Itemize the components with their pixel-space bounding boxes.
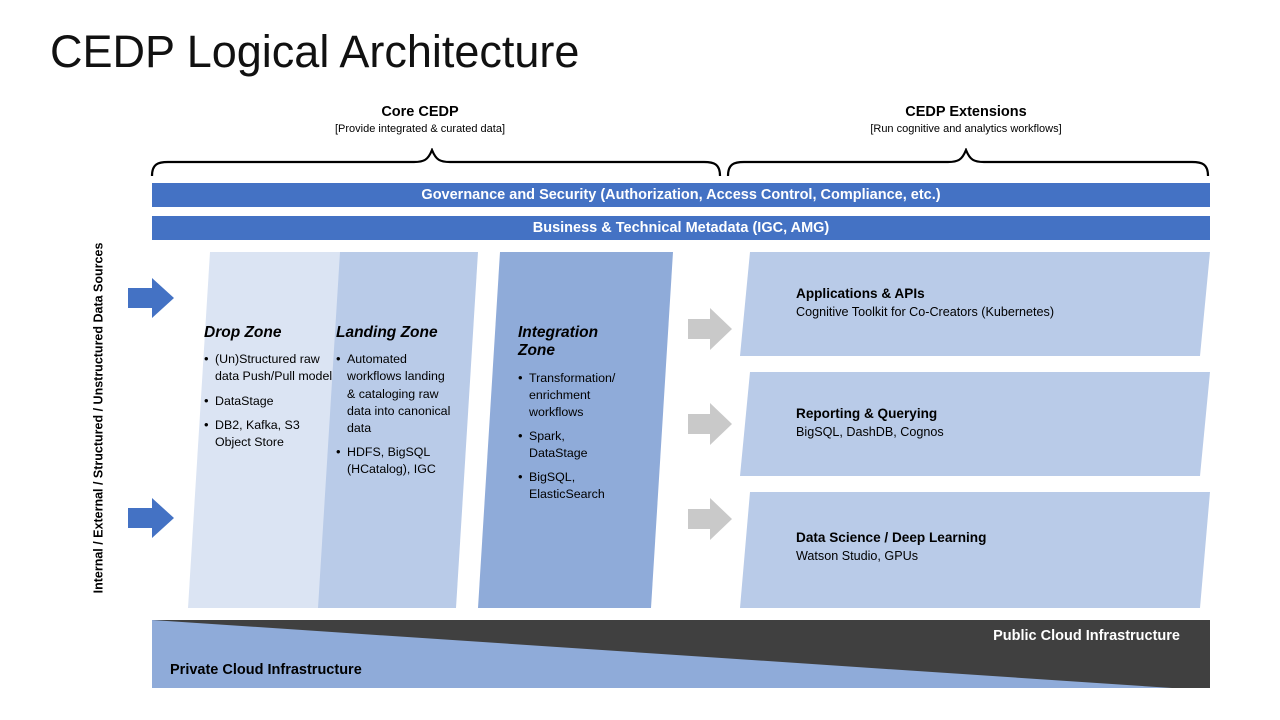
zone-landing-zone [318,252,478,608]
list-item: • BigSQL, ElasticSearch [518,469,625,503]
zone-integration-zone [478,252,673,608]
extension-data-science-deep-learning [740,492,1210,608]
zone-title: Integration Zone [518,324,599,360]
brace-core-cedp [150,148,722,183]
flow-arrow-applications [688,308,734,355]
brace-cedp-extensions [726,148,1210,183]
list-item: • Automated workflows landing & cataloging raw data into canonical data [336,351,454,437]
left-axis-label-text: Internal / External / Structured / Unstructured Data Sources [91,242,105,594]
list-item: • Spark, DataStage [518,428,625,462]
zone-item-list [336,351,454,478]
extension-subtitle: Watson Studio, GPUs [796,549,919,563]
flow-arrow-data-science [688,498,734,545]
public-cloud-label: Public Cloud Infrastructure [993,628,1180,644]
zone-item-list [204,351,336,451]
extension-title: Data Science / Deep Learning [796,530,987,545]
list-item: • DataStage [204,393,336,410]
zone-title: Landing Zone [336,324,438,341]
bar-governance-and-security: Governance and Security (Authorization, Access Control, Compliance, etc.) [152,183,1210,207]
extension-subtitle: Cognitive Toolkit for Co-Creators (Kubernetes) [796,305,1055,319]
group-header-core-cedp [265,104,575,135]
list-item: • Transformation/ enrichment workflows [518,370,625,421]
group-header-cedp-extensions [806,104,1126,135]
extension-title: Reporting & Querying [796,406,938,421]
zone-item-list [518,370,625,504]
list-item: • (Un)Structured raw data Push/Pull model [204,351,336,385]
list-item: • HDFS, BigSQL (HCatalog), IGC [336,444,454,478]
extension-title: Applications & APIs [796,286,925,301]
group-subtitle: [Run cognitive and analytics workflows] [870,123,1062,135]
private-cloud-label: Private Cloud Infrastructure [170,662,362,678]
inflow-arrow-bottom [128,498,176,543]
group-subtitle: [Provide integrated & curated data] [335,123,505,135]
zone-title: Drop Zone [204,324,282,341]
left-axis-label [88,218,108,618]
extension-applications-and-apis [740,252,1210,356]
infrastructure-band [152,620,1210,688]
list-item: • DB2, Kafka, S3 Object Store [204,417,336,451]
extension-subtitle: BigSQL, DashDB, Cognos [796,425,944,439]
extension-reporting-and-querying [740,372,1210,476]
page-title: CEDP Logical Architecture [50,26,580,77]
flow-arrow-reporting [688,403,734,450]
bar-business-technical-metadata: Business & Technical Metadata (IGC, AMG) [152,216,1210,240]
group-title: Core CEDP [381,104,459,120]
inflow-arrow-top [128,278,176,323]
group-title: CEDP Extensions [905,104,1027,120]
